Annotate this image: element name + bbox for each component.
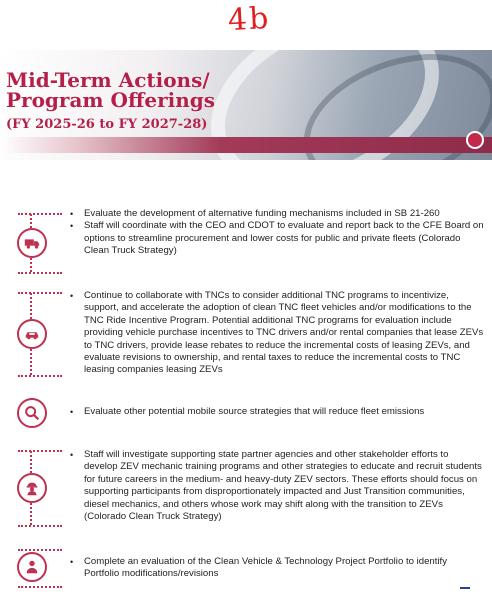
banner-stripe bbox=[0, 137, 492, 153]
worker-icon bbox=[17, 473, 47, 503]
bullet-item: • Staff will coordinate with the CEO and CDOT to evaluate and report back to the CFE Board on options to streamline procurement and lower costs for public and private fleets (Colorado Clean Truck Strategy) bbox=[70, 220, 484, 257]
section-car-text bbox=[70, 290, 484, 377]
truck-icon bbox=[17, 228, 47, 258]
magnifier-icon bbox=[17, 398, 47, 428]
title-line-2: Program Offerings bbox=[6, 88, 216, 112]
title-line-1: Mid-Term Actions/ bbox=[6, 68, 210, 92]
page-subtitle: (FY 2025-26 to FY 2027-28) bbox=[6, 117, 208, 132]
bullet-item: • Evaluate other potential mobile source strategies that will reduce fleet emissions bbox=[70, 406, 484, 418]
bullet-item: • Staff will investigate supporting state partner agencies and other stakeholder efforts to develop ZEV mechanic training programs and other strategies to educate and recruit students for future careers in the medium- and heavy-duty ZEV sectors. These efforts should focus on supporting participants from disproportionately impacted and Just Transition communities, diesel mechanics, and others whose work may shift along with the transition to ZEVs (Colorado Clean Truck Strategy) bbox=[70, 449, 484, 523]
person-icon bbox=[17, 552, 47, 582]
page-marker bbox=[460, 587, 470, 589]
handwritten-annotation: 4b bbox=[227, 0, 272, 39]
bullet-item: • Evaluate the development of alternative funding mechanisms included in SB 21-260 bbox=[70, 208, 484, 220]
section-person-text bbox=[70, 556, 484, 581]
bullet-item: • Continue to collaborate with TNCs to consider additional TNC programs to incentivize, support, and accelerate the adoption of clean TNC fleet vehicles and/or modifications to the TNC Ride Incentive Program. Potential additional TNC programs for evaluation include providing vehicle purchase incentives to TNC drivers and/or rental companies that lease ZEVs to TNC drivers, provide lease rebates to reduce the incremental costs of leasing ZEVs, and evaluate revisions to ownership, and rental taxes to reduce the incremental costs to TNC leasing companies leasing ZEVs bbox=[70, 290, 484, 377]
car-icon bbox=[17, 319, 47, 349]
section-truck-text bbox=[70, 208, 484, 258]
section-magnifier-text bbox=[70, 406, 484, 418]
bullet-item: • Complete an evaluation of the Clean Vehicle & Technology Project Portfolio to identify Portfolio modifications/revisions bbox=[70, 556, 484, 581]
page-title bbox=[6, 70, 215, 110]
banner-dot bbox=[466, 131, 484, 149]
section-worker-text bbox=[70, 449, 484, 523]
